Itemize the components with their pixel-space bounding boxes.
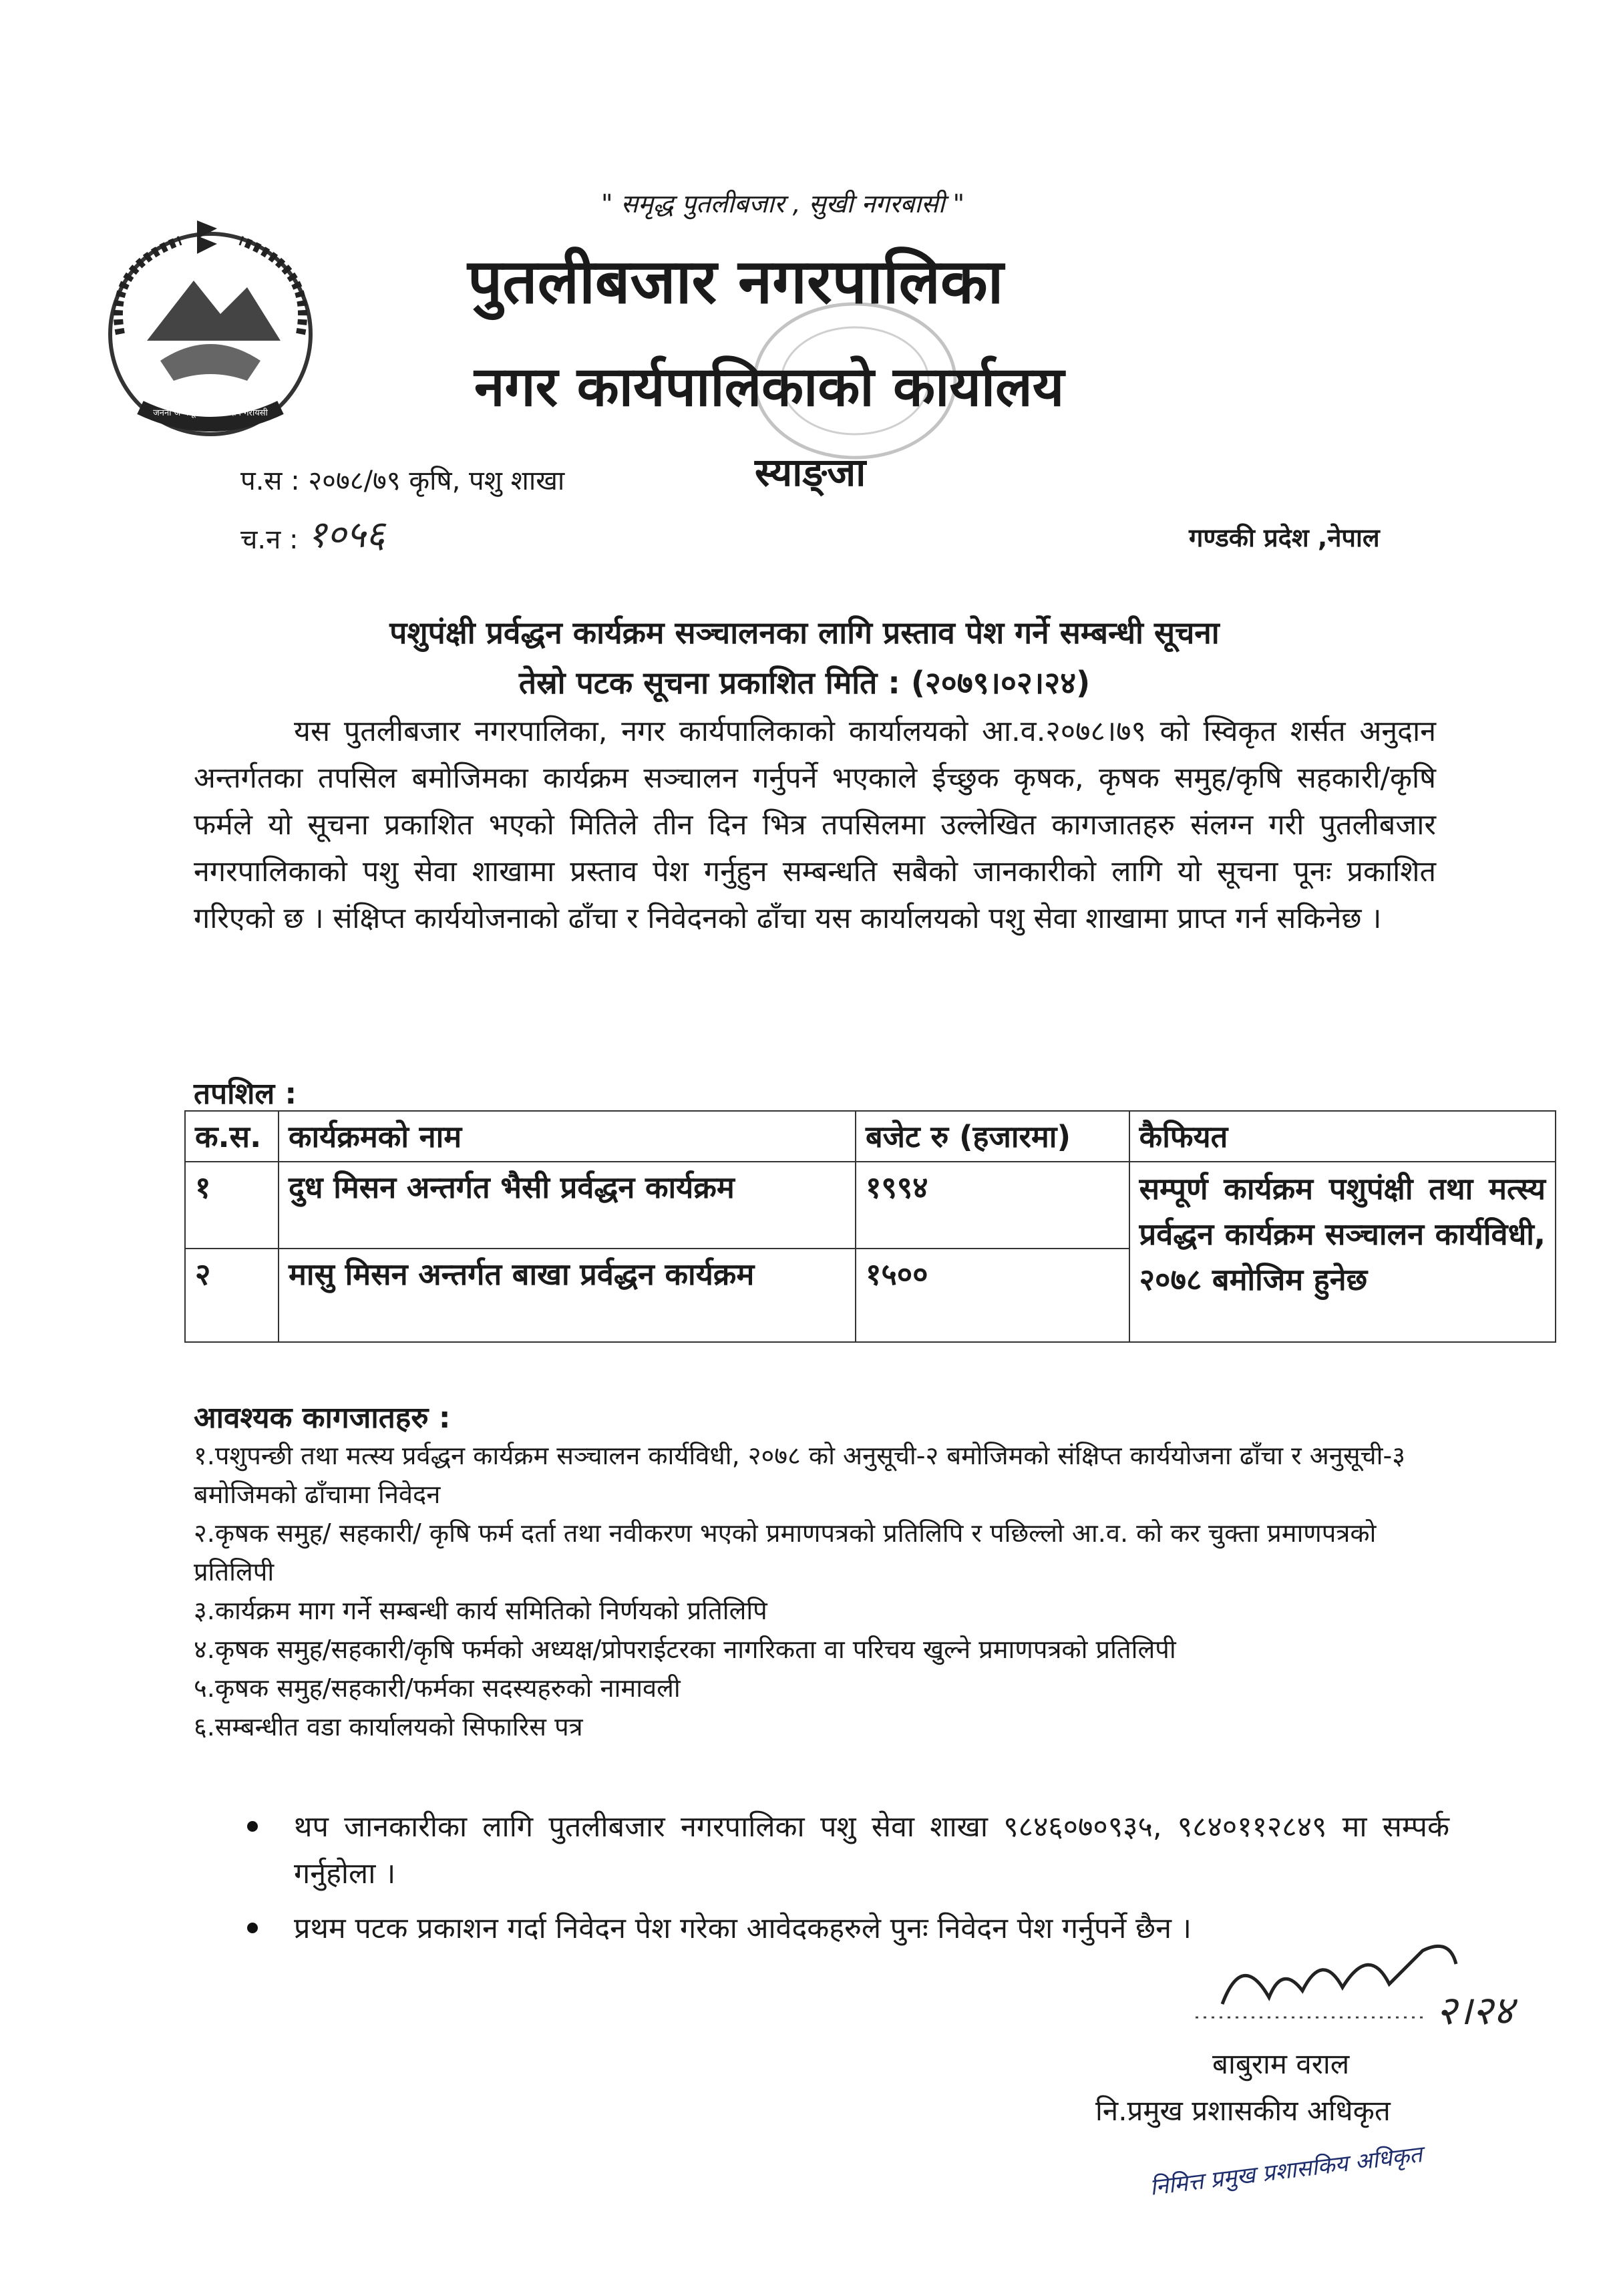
document-item: ४.कृषक समुह/सहकारी/कृषि फर्मको अध्यक्ष/प्रोपराईटरका नागरिकता वा परिचय खुल्ने प्रमाणपत्रको प्रतिलिपी <box>194 1635 1176 1664</box>
serial-cell: १ <box>185 1162 279 1249</box>
table-row <box>185 1162 1556 1249</box>
publish-date: तेस्रो पटक सूचना प्रकाशित मिति : (२०७९।०२।२४) <box>518 665 1091 701</box>
signature-icon <box>1169 1924 1543 2031</box>
municipality-name: पुतलीबजार नगरपालिका <box>468 246 1004 317</box>
document-item: २.कृषक समुह/ सहकारी/ कृषि फर्म दर्ता तथा नवीकरण भएको प्रमाणपत्रको प्रतिलिपि र पछिल्लो आ.व. को कर चुक्ता प्रमाणपत्रको प्रतिलिपी <box>194 1518 1377 1587</box>
budget-cell: १९९४ <box>856 1162 1129 1249</box>
document-item: १.पशुपन्छी तथा मत्स्य प्रर्वद्धन कार्यक्रम सञ्चालन कार्यविधी, २०७८ को अनुसूची-२ बमोजिमको संक्षिप्त कार्ययोजना ढाँचा र अनुसूची-३ बमोजिमको ढाँचामा निवेदन <box>194 1441 1405 1509</box>
office-name: नगर कार्यपालिकाको कार्यालय <box>474 355 1065 419</box>
notice-body: यस पुतलीबजार नगरपालिका, नगर कार्यपालिकाको कार्यालयको आ.व.२०७८।७९ को स्विकृत शर्सत अनुदान अन्तर्गतका तपसिल बमोजिमका कार्यक्रम सञ्चालन गर्नुपर्ने भएकाले ईच्छुक कृषक, कृषक समुह/कृषि सहकारी/कृषि फर्मले यो सूचना प्रकाशित भएको मितिले तीन दिन भित्र तपसिलमा उल्लेखित कागजातहरु संलग्न गरी पुतलीबजार नगरपालिकाको पशु सेवा शाखामा प्रस्ताव पेश गर्नुहुन सम्बन्धति सबैको जानकारीको लागि यो सूचना पूनः प्रकाशित गरिएको छ । संक्षिप्त कार्ययोजनाको ढाँचा र निवेदनको ढाँचा यस कार्यालयको पशु सेवा शाखामा प्राप्त गर्न सकिनेछ । <box>194 715 1436 935</box>
serial-cell: २ <box>185 1249 279 1342</box>
note-item <box>247 1804 1449 1897</box>
emblem-motto: जननी जन्मभूमिश्च स्वर्गादपि गरीयसी <box>153 408 268 418</box>
notice-subject: पशुपंक्षी प्रर्वद्धन कार्यक्रम सञ्चालनका लागि प्रस्ताव पेश गर्ने सम्बन्धी सूचना <box>389 615 1220 651</box>
signatory-name: बाबुराम वराल <box>1212 2047 1350 2080</box>
column-header: बजेट रु (हजारमा) <box>856 1111 1129 1162</box>
document-item: ६.सम्बन्धीत वडा कार्यालयको सिफारिस पत्र <box>194 1712 583 1742</box>
province-address: गण्डकी प्रदेश ,नेपाल <box>1189 523 1380 552</box>
remark-cell: सम्पूर्ण कार्यक्रम पशुपंक्षी तथा मत्स्य प्रर्वद्धन कार्यक्रम सञ्चालन कार्यविधी, २०७८ बमोजिम हुनेछ <box>1129 1162 1556 1342</box>
column-header: क.स. <box>185 1111 279 1162</box>
dispatch-label: च.न : <box>240 524 299 555</box>
column-header: कार्यक्रमको नाम <box>279 1111 856 1162</box>
municipality-motto: " समृद्ध पुतलीबजार , सुखी नगरबासी " <box>601 189 965 218</box>
note-text: प्रथम पटक प्रकाशन गर्दा निवेदन पेश गरेका आवेदकहरुले पुनः निवेदन पेश गर्नुपर्ने छैन । <box>294 1912 1192 1945</box>
dispatch-number: १०५६ <box>307 513 385 556</box>
program-name-cell: मासु मिसन अन्तर्गत बाखा प्रर्वद्धन कार्यक्रम <box>279 1249 856 1342</box>
budget-cell: १५०० <box>856 1249 1129 1342</box>
bullet-icon <box>247 1923 258 1933</box>
document-item: ५.कृषक समुह/सहकारी/फर्मका सदस्यहरुको नामावली <box>194 1673 681 1703</box>
handwritten-date: २।२४ <box>1436 1987 1514 2031</box>
district-name: स्याङ्जा <box>755 450 866 495</box>
column-header: कैफियत <box>1129 1111 1556 1162</box>
documents-heading: आवश्यक कागजातहरु : <box>194 1401 451 1435</box>
program-name-cell: दुध मिसन अन्तर्गत भैसी प्रर्वद्धन कार्यक्रम <box>279 1162 856 1249</box>
documents-list <box>194 1436 1449 1746</box>
table-heading: तपशिल : <box>194 1077 297 1111</box>
bullet-icon <box>247 1821 258 1832</box>
program-table <box>184 1110 1556 1343</box>
government-emblem-icon <box>80 207 341 454</box>
reference-number: प.स : २०७८/७९ कृषि, पशु शाखा <box>240 466 565 496</box>
signatory-post: नि.प्रमुख प्रशासकीय अधिकृत <box>1095 2094 1391 2127</box>
note-text: थप जानकारीका लागि पुतलीबजार नगरपालिका पशु सेवा शाखा ९८४६०७०९३५, ९८४०११२८४९ मा सम्पर्क गर्नुहोला । <box>294 1810 1449 1891</box>
table-header-row <box>185 1111 1556 1162</box>
designation-stamp: निमित्त प्रमुख प्रशासकिय अधिकृत <box>1148 2141 1424 2201</box>
document-item: ३.कार्यक्रम माग गर्ने सम्बन्धी कार्य समितिको निर्णयको प्रतिलिपि <box>194 1596 767 1625</box>
